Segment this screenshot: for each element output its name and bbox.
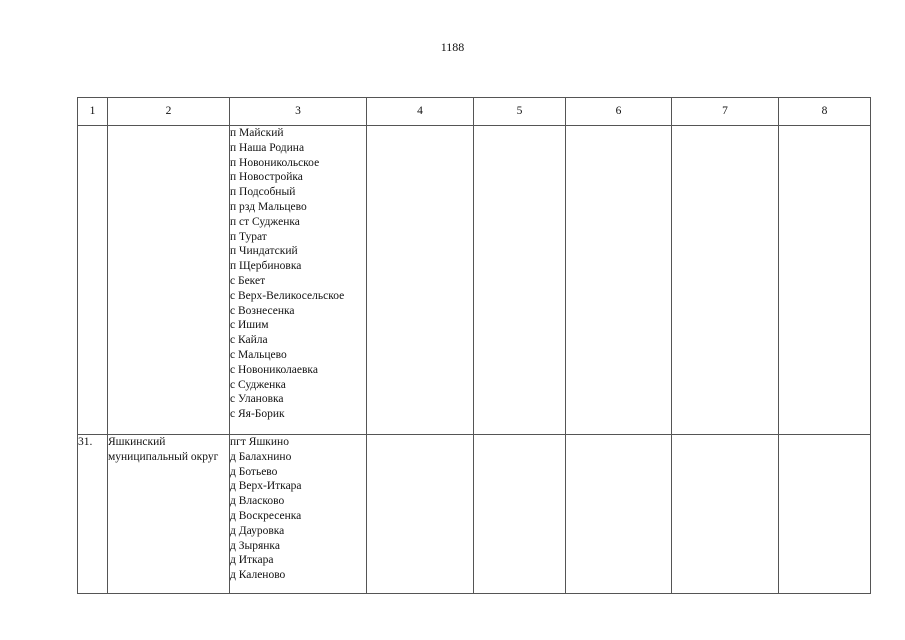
column-header-5: 5: [474, 98, 566, 126]
settlements-cell: [230, 435, 367, 594]
empty-cell-col7: [672, 435, 779, 594]
settlement-item: д Воскресенка: [230, 509, 302, 522]
district-name-cell: [108, 126, 230, 435]
settlement-item: п Новоникольское: [230, 156, 320, 169]
settlement-item: с Судженка: [230, 378, 286, 391]
column-header-1: 1: [78, 98, 108, 126]
settlement-item: п ст Судженка: [230, 215, 300, 228]
row-number-cell: [78, 126, 108, 435]
settlement-item: с Улановка: [230, 393, 284, 406]
settlement-item: п Щербиновка: [230, 260, 302, 273]
empty-cell-col8: [779, 435, 871, 594]
empty-cell-col4: [367, 126, 474, 435]
row-number-cell: 31.: [78, 435, 108, 594]
column-header-2: 2: [108, 98, 230, 126]
settlement-item: п Наша Родина: [230, 141, 305, 154]
settlement-item: п Чиндатский: [230, 245, 298, 258]
empty-cell-col6: [566, 435, 672, 594]
settlement-item: д Верх-Иткара: [230, 480, 302, 493]
settlement-item: п рзд Мальцево: [230, 200, 307, 213]
settlement-item: с Верх-Великосельское: [230, 289, 345, 302]
settlement-item: с Новониколаевка: [230, 363, 318, 376]
column-header-3: 3: [230, 98, 367, 126]
settlement-item: д Зырянка: [230, 539, 280, 552]
settlement-item: д Каленово: [230, 569, 286, 582]
empty-cell-col5: [474, 435, 566, 594]
empty-cell-col4: [367, 435, 474, 594]
settlement-list: [230, 126, 366, 422]
column-header-8: 8: [779, 98, 871, 126]
settlement-item: с Мальцево: [230, 348, 287, 361]
settlement-item: с Бекет: [230, 274, 266, 287]
settlement-item: д Дауровка: [230, 524, 285, 537]
settlement-item: д Балахнино: [230, 450, 292, 463]
column-header-7: 7: [672, 98, 779, 126]
table-row: [78, 126, 871, 435]
settlement-item: д Власково: [230, 495, 285, 508]
page-number: 1188: [440, 40, 465, 54]
settlement-item: пгт Яшкино: [230, 436, 289, 448]
settlement-item: с Вознесенка: [230, 304, 295, 317]
empty-cell-col7: [672, 126, 779, 435]
column-header-6: 6: [566, 98, 672, 126]
empty-cell-col6: [566, 126, 672, 435]
settlement-item: п Новостройка: [230, 171, 303, 184]
settlements-cell: [230, 126, 367, 435]
settlement-item: п Подсобный: [230, 186, 296, 199]
empty-cell-col8: [779, 126, 871, 435]
settlement-item: д Иткара: [230, 554, 274, 567]
settlement-item: п Турат: [230, 230, 267, 243]
settlements-table: [77, 97, 871, 594]
settlement-item: д Ботьево: [230, 465, 278, 478]
settlement-item: п Майский: [230, 127, 284, 139]
empty-cell-col5: [474, 126, 566, 435]
table-row: [78, 435, 871, 594]
district-name-cell: Яшкинский муниципальный округ: [108, 435, 230, 594]
settlement-item: с Кайла: [230, 334, 268, 347]
settlement-list: [230, 435, 366, 583]
column-header-4: 4: [367, 98, 474, 126]
settlement-item: с Ишим: [230, 319, 269, 332]
settlement-item: с Яя-Борик: [230, 408, 285, 421]
header-row: [78, 98, 871, 126]
